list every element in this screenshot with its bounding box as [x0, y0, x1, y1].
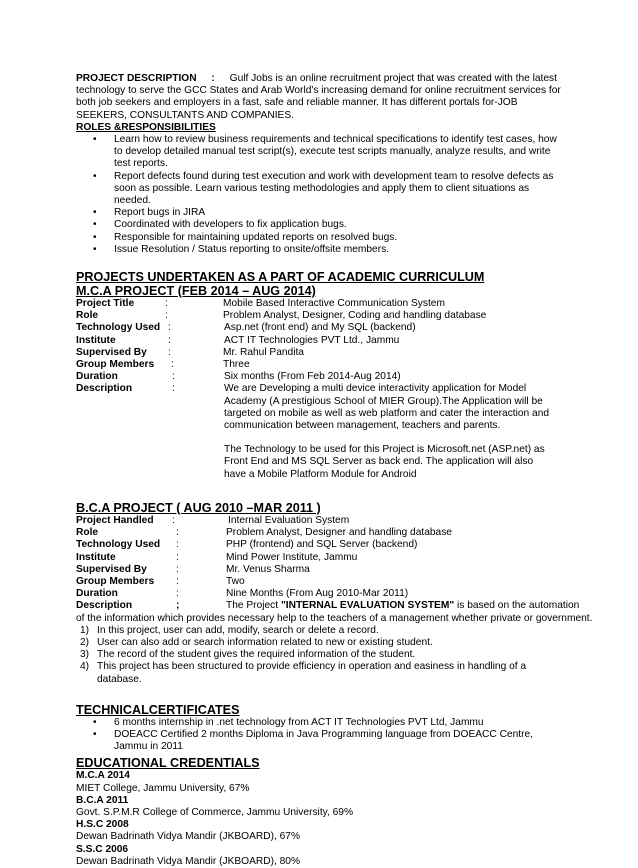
bca-key: Duration	[76, 588, 118, 600]
education-detail: Dewan Badrinath Vidya Mandir (JKBOARD), 67%	[76, 831, 301, 843]
table-row	[76, 576, 566, 588]
roles-heading: ROLES &RESPONSIBILITIES	[76, 121, 216, 133]
mca-description-technology: The Technology to be used for this Project is Microsoft.net (ASP.net) as Front End and MS SQL Server as back end. The application will also have a Mobile Platform Module for Android	[224, 444, 545, 480]
bca-value: Internal Evaluation System	[228, 514, 350, 526]
list-item	[76, 625, 566, 637]
bca-key: Role	[76, 527, 99, 539]
mca-key: Role	[76, 310, 99, 322]
bca-description-continued: of the information which provides necessary help to the teachers of a management whether private or government.	[76, 612, 593, 624]
mca-details	[76, 298, 566, 481]
table-row	[76, 539, 566, 551]
list-number: 1)	[80, 624, 90, 636]
education-heading: EDUCATIONAL CREDENTIALS	[76, 756, 260, 771]
mca-colon: :	[172, 371, 175, 383]
mca-colon: :	[168, 346, 171, 358]
list-item: • Learn how to review business requirements and technical specifications to identify test cases, how to develop detailed manual test script(s), execute test scripts manually, analyze results, and write test reports.	[76, 134, 566, 171]
bca-value: Mind Power Institute, Jammu	[226, 551, 358, 563]
table-row	[76, 371, 566, 383]
mca-colon: :	[171, 359, 174, 371]
list-item	[76, 661, 566, 685]
resume-content	[76, 73, 593, 868]
bca-description-project-name: "INTERNAL EVALUATION SYSTEM"	[280, 600, 455, 612]
roles-list	[76, 134, 566, 256]
mca-value: Problem Analyst, Designer, Coding and handling database	[223, 310, 487, 322]
table-row	[76, 552, 566, 564]
bca-key: Supervised By	[76, 563, 147, 575]
education-detail: MIET College, Jammu University, 67%	[76, 782, 250, 794]
table-row	[76, 515, 566, 527]
table-row	[76, 335, 566, 347]
mca-value: Three	[223, 359, 250, 371]
mca-key: Description	[76, 383, 133, 395]
bca-colon: :	[172, 514, 175, 526]
table-row	[76, 310, 566, 322]
list-item	[76, 649, 566, 661]
education-degree: S.S.C 2006	[76, 843, 129, 855]
mca-colon: :	[165, 298, 168, 310]
academic-heading: PROJECTS UNDERTAKEN AS A PART OF ACADEMIC CURRICULUM	[76, 270, 485, 285]
list-text: In this project, user can add, modify, search or delete a record.	[97, 624, 379, 636]
table-row	[76, 383, 566, 432]
table-row	[76, 359, 566, 371]
education-degree: H.S.C 2008	[76, 819, 129, 831]
bca-colon: :	[176, 551, 179, 563]
project-description	[76, 73, 566, 122]
certificates-list	[76, 717, 566, 754]
bca-value: Problem Analyst, Designer and handling database	[226, 527, 452, 539]
project-description-colon: :	[211, 73, 215, 84]
list-item: • Coordinated with developers to fix application bugs.	[76, 219, 566, 231]
mca-value: We are Developing a multi device interactivity application for Model Academy (A prestigious School of MIER Group).The Application will be targeted on mobile as well as web platform and cater the interaction and communication between management, teachers and parents.	[224, 383, 550, 432]
bca-description-post: is based on the automation	[454, 600, 580, 612]
education-degree: B.C.A 2011	[76, 794, 129, 806]
list-number: 3)	[80, 649, 90, 661]
table-row	[76, 298, 566, 310]
bca-key: Institute	[76, 551, 116, 563]
mca-colon: :	[168, 322, 171, 334]
list-number: 4)	[80, 661, 90, 673]
mca-key: Duration	[76, 371, 118, 383]
education-degree: M.C.A 2014	[76, 770, 130, 782]
bca-value: PHP (frontend) and SQL Server (backend)	[226, 539, 418, 551]
bca-colon: :	[176, 588, 179, 600]
bca-colon: ;	[176, 600, 180, 612]
list-item: • Issue Resolution / Status reporting to onsite/offsite members.	[76, 244, 566, 256]
mca-heading: M.C.A PROJECT (FEB 2014 – AUG 2014)	[76, 284, 316, 299]
list-text: This project has been structured to provide efficiency in operation and easiness in handling of a database.	[97, 661, 527, 685]
list-item: • Responsible for maintaining updated reports on resolved bugs.	[76, 232, 566, 244]
bca-value: Nine Months (From Aug 2010-Mar 2011)	[226, 588, 409, 600]
bca-colon: :	[176, 563, 179, 575]
mca-value: ACT IT Technologies PVT Ltd., Jammu	[224, 334, 400, 346]
bca-colon: :	[176, 539, 179, 551]
table-row	[76, 600, 580, 612]
bca-key: Project Handled	[76, 514, 154, 526]
bca-value: Mr. Venus Sharma	[226, 563, 310, 575]
education-detail: Govt. S.P.M.R College of Commerce, Jammu University, 69%	[76, 806, 354, 818]
table-row	[76, 527, 566, 539]
bca-description	[226, 600, 579, 612]
bca-features-list	[76, 625, 566, 686]
table-row	[76, 347, 566, 359]
mca-key: Group Members	[76, 359, 155, 371]
education-entries	[76, 770, 566, 868]
mca-key: Project Title	[76, 298, 135, 310]
table-row	[76, 588, 566, 600]
mca-value: Mr. Rahul Pandita	[223, 346, 304, 358]
project-description-label: PROJECT DESCRIPTION	[76, 73, 197, 84]
bca-key: Technology Used	[76, 539, 161, 551]
mca-key: Institute	[76, 334, 116, 346]
bca-description-pre: The Project	[226, 600, 281, 612]
bca-key: Description	[76, 600, 133, 612]
mca-colon: :	[172, 383, 175, 395]
mca-value: Mobile Based Interactive Communication System	[223, 298, 445, 310]
bca-details	[76, 514, 593, 686]
table-row	[76, 322, 566, 334]
mca-key: Supervised By	[76, 346, 147, 358]
project-description-text: Gulf Jobs is an online recruitment project that was created with the latest technology to serve the GCC States and Arab World's increasing demand for online recruitment services for both job seekers and employers in a fast, safe and reliable manner. It has different portals for-JOB SEEKERS, CONSULTANTS AND COMPANIES.	[76, 73, 561, 121]
bca-value: Two	[226, 575, 245, 587]
list-text: The record of the student gives the required information of the student.	[97, 649, 416, 661]
list-text: User can also add or search information related to new or existing student.	[97, 636, 433, 648]
bca-colon: :	[176, 527, 179, 539]
mca-colon: :	[165, 310, 168, 322]
mca-value: Asp.net (front end) and My SQL (backend)	[224, 322, 416, 334]
mca-key: Technology Used	[76, 322, 161, 334]
list-item: • Report defects found during test execution and work with development team to resolve defects as soon as possible. Learn various testing methodologies and apply them to client situations as needed.	[76, 171, 566, 208]
bca-key: Group Members	[76, 575, 155, 587]
bca-heading: B.C.A PROJECT ( AUG 2010 –MAR 2011 )	[76, 500, 321, 515]
table-row	[76, 564, 566, 576]
list-item	[76, 637, 566, 649]
list-item: • Report bugs in JIRA	[76, 207, 566, 219]
education-detail: Dewan Badrinath Vidya Mandir (JKBOARD), 80%	[76, 855, 301, 867]
list-number: 2)	[80, 636, 90, 648]
certificates-heading: TECHNICALCERTIFICATES	[76, 702, 240, 717]
mca-colon: :	[168, 334, 171, 346]
list-item: • DOEACC Certified 2 months Diploma in Java Programming language from DOEACC Centre, Jammu in 2011	[76, 729, 566, 753]
bca-colon: :	[176, 575, 179, 587]
mca-value: Six months (From Feb 2014-Aug 2014)	[224, 371, 401, 383]
list-item: • 6 months internship in .net technology from ACT IT Technologies PVT Ltd, Jammu	[76, 717, 566, 729]
